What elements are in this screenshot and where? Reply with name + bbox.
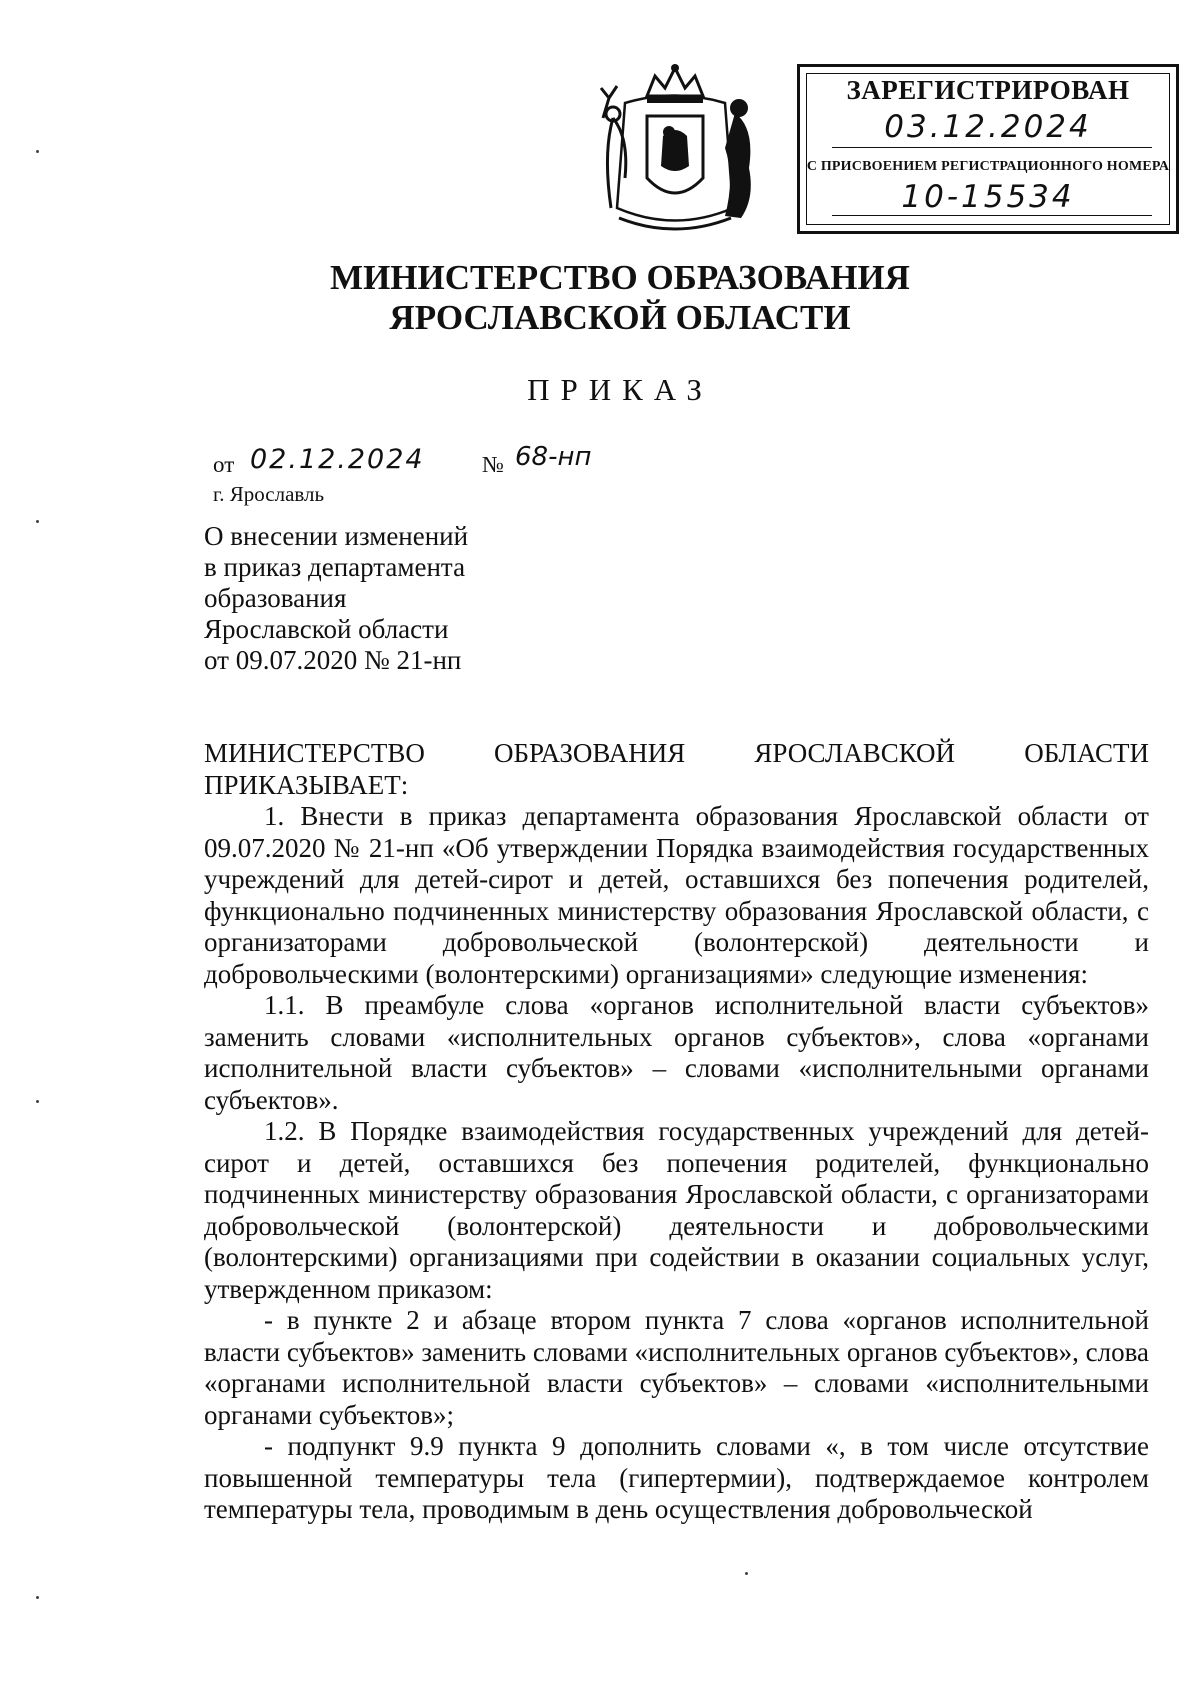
order-body <box>204 738 1149 1526</box>
scan-speck <box>745 1572 748 1575</box>
ministry-heading-line1: МИНИСТЕРСТВО ОБРАЗОВАНИЯ <box>330 258 910 297</box>
order-number-handwritten: 68-нп <box>515 442 592 472</box>
subject-line: в приказ департамента <box>204 552 466 582</box>
paragraph-1: 1. Внести в приказ департамента образования Ярославской области от 09.07.2020 № 21-нп «Об утверждении Порядка взаимодействия государственных учреждений для детей-сирот и детей, оставшихся без попечения родителей, функционально подчиненных министерству образования Ярославской области, с организаторами добровольческой (волонтерской) деятельности и добровольческими (волонтерскими) организациями» следующие изменения: <box>204 801 1149 989</box>
subject-line: Ярославской области <box>204 614 449 644</box>
order-title: ПРИКАЗ <box>527 372 713 407</box>
order-subject <box>204 521 504 676</box>
scan-speck <box>36 520 39 523</box>
paragraph-1-2: 1.2. В Порядке взаимодействия государственных учреждений для детей-сирот и детей, оставшихся без попечения родителей, функционально подчиненных министерству образования Ярославской области, с организаторами добровольческой (волонтерской) деятельности и добровольческими (волонтерскими) организациями при содействии в оказании социальных услуг, утвержденном приказом: <box>204 1116 1149 1304</box>
subject-line: образования <box>204 583 347 613</box>
bullet-item: - в пункте 2 и абзаце втором пункта 7 слова «органов исполнительной власти субъектов» заменить словами «исполнительных органов субъектов», слова «органами исполнительной власти субъектов» – словами «исполнительными органами субъектов»; <box>204 1305 1149 1430</box>
stamp-registration-number: 10-15534 <box>901 179 1075 215</box>
ministry-heading <box>300 258 940 338</box>
stamp-subtitle: С ПРИСВОЕНИЕМ РЕГИСТРАЦИОННОГО НОМЕРА <box>806 159 1170 174</box>
stamp-date-underline <box>832 147 1152 148</box>
stamp-title: ЗАРЕГИСТРИРОВАН <box>846 75 1130 105</box>
stamp-date: 03.12.2024 <box>884 109 1092 145</box>
number-label: № <box>482 452 504 477</box>
preamble-line: МИНИСТЕРСТВО ОБРАЗОВАНИЯ ЯРОСЛАВСКОЙ ОБЛАСТИ <box>204 738 1149 768</box>
stamp-number-underline <box>832 215 1152 216</box>
ministry-heading-line2: ЯРОСЛАВСКОЙ ОБЛАСТИ <box>389 298 851 337</box>
registration-stamp <box>797 64 1179 234</box>
city-label: г. Ярославль <box>213 482 325 506</box>
scan-speck <box>36 1596 39 1599</box>
scan-speck <box>36 1100 39 1103</box>
paragraph-1-1: 1.1. В преамбуле слова «органов исполнительной власти субъектов» заменить словами «исполнительных органов субъектов», слова «органами исполнительной власти субъектов» – словами «исполнительными органами субъектов». <box>204 990 1149 1115</box>
order-date-handwritten: 02.12.2024 <box>250 444 425 475</box>
bullet-item: - подпункт 9.9 пункта 9 дополнить словами «, в том числе отсутствие повышенной температуры тела (гипертермии), подтверждаемое контролем температуры тела, проводимым в день осуществления добровольческой <box>204 1431 1149 1524</box>
subject-line: от 09.07.2020 № 21-нп <box>204 645 462 675</box>
coat-of-arms-emblem <box>585 58 765 238</box>
scan-speck <box>36 150 39 153</box>
subject-line: О внесении изменений <box>204 521 469 551</box>
preamble-orders: ПРИКАЗЫВАЕТ: <box>204 769 409 800</box>
date-label: от <box>213 452 235 477</box>
